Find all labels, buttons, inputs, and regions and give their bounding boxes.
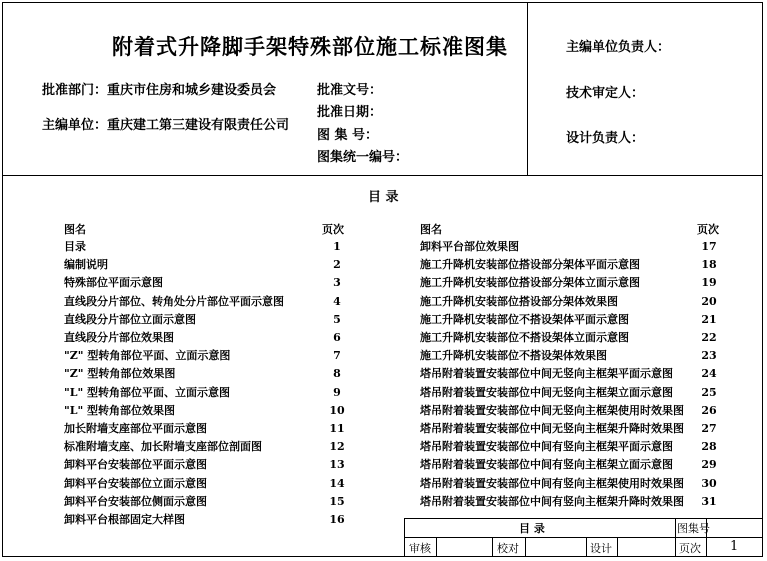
toc-entry-name: 标准附墙支座、加长附墙支座部位剖面图 <box>64 440 262 454</box>
toc-entry-page: 24 <box>701 367 717 381</box>
titleblock-left-line <box>404 518 405 557</box>
left-col-name-header: 图名 <box>64 223 86 236</box>
titleblock-sheet-title: 目 录 <box>519 522 545 535</box>
toc-entry-name: 加长附墙支座部位平面示意图 <box>64 422 207 435</box>
titleblock-review-label: 审核 <box>409 542 431 555</box>
toc-entry-page: 21 <box>701 312 717 326</box>
toc-entry-name: 直线段分片部位立面示意图 <box>64 312 196 326</box>
toc-entry-page: 27 <box>701 422 717 435</box>
toc-entry-name: 直线段分片部位效果图 <box>64 331 174 344</box>
toc-entry-name: 卸料平台根部固定大样图 <box>64 513 185 526</box>
toc-entry-page: 20 <box>701 294 717 308</box>
toc-entry-name: 卸料平台安装部位侧面示意图 <box>64 494 207 508</box>
toc-entry-name: 施工升降机安装部位不搭设架体效果图 <box>420 349 607 363</box>
titleblock-mid-line <box>404 537 763 538</box>
toc-entry-name: 塔吊附着装置安装部位中间有竖向主框架立面示意图 <box>420 458 673 472</box>
approval-doc-no-label: 批准文号： <box>317 83 383 98</box>
right-col-page-header: 页次 <box>697 223 719 236</box>
toc-entry-page: 3 <box>333 276 341 290</box>
left-col-page-header: 页次 <box>322 223 344 236</box>
toc-entry-name: 施工升降机安装部位不搭设架体立面示意图 <box>420 331 629 344</box>
toc-entry-page: 25 <box>701 385 717 399</box>
titleblock-v1 <box>436 537 437 557</box>
titleblock-top-line <box>404 518 763 519</box>
toc-entry-page: 10 <box>329 403 345 417</box>
toc-entry-name: 施工升降机安装部位搭设部分架体立面示意图 <box>420 276 640 290</box>
editor-unit-lead-label: 主编单位负责人： <box>566 40 671 55</box>
right-col-name-header: 图名 <box>420 223 442 236</box>
approval-department: 批准部门：重庆市住房和城乡建设委员会 <box>42 83 277 98</box>
toc-entry-name: 塔吊附着装置安装部位中间有竖向主框架升降时效果图 <box>420 494 684 508</box>
toc-entry-page: 26 <box>701 403 717 417</box>
titleblock-design-label: 设计 <box>590 542 612 555</box>
toc-entry-page: 7 <box>333 349 341 363</box>
titleblock-v6 <box>675 518 676 557</box>
toc-entry-page: 28 <box>701 440 717 454</box>
titleblock-v2 <box>492 537 493 557</box>
toc-entry-page: 11 <box>329 422 345 435</box>
toc-entry-page: 31 <box>701 494 717 508</box>
toc-entry-name: 直线段分片部位、转角处分片部位平面示意图 <box>64 294 284 308</box>
toc-entry-page: 5 <box>333 312 341 326</box>
tech-reviewer-label: 技术审定人： <box>566 86 645 101</box>
toc-entry-name: 塔吊附着装置安装部位中间无竖向主框架升降时效果图 <box>420 422 684 435</box>
header-bottom-line <box>2 175 763 176</box>
toc-entry-page: 13 <box>329 458 345 472</box>
header-divider <box>527 2 528 175</box>
titleblock-page-label: 页次 <box>679 542 701 555</box>
toc-entry-page: 19 <box>701 276 717 290</box>
toc-entry-page: 4 <box>333 294 341 308</box>
toc-entry-page: 12 <box>329 440 345 454</box>
toc-entry-page: 18 <box>701 258 717 272</box>
toc-entry-name: 塔吊附着装置安装部位中间有竖向主框架使用时效果图 <box>420 476 684 490</box>
toc-entry-page: 9 <box>333 385 341 399</box>
titleblock-page-value: 1 <box>730 539 739 554</box>
toc-title: 目 录 <box>368 190 399 205</box>
toc-entry-name: 施工升降机安装部位不搭设架体平面示意图 <box>420 312 629 326</box>
toc-entry-page: 1 <box>333 240 341 253</box>
toc-entry-name: "Z" 型转角部位平面、立面示意图 <box>64 349 231 363</box>
approval-date-label: 批准日期： <box>317 105 383 120</box>
toc-entry-page: 23 <box>701 349 717 363</box>
toc-entry-page: 17 <box>701 240 717 253</box>
toc-entry-name: 卸料平台部位效果图 <box>420 240 519 253</box>
toc-entry-name: "L" 型转角部位平面、立面示意图 <box>64 385 231 399</box>
toc-entry-page: 15 <box>329 494 345 508</box>
atlas-title: 附着式升降脚手架特殊部位施工标准图集 <box>112 34 508 59</box>
titleblock-atlas-no-label: 图集号 <box>677 522 710 535</box>
toc-entry-name: 卸料平台安装部位平面示意图 <box>64 458 207 472</box>
toc-entry-name: 目录 <box>64 240 86 253</box>
titleblock-check-label: 校对 <box>497 542 519 555</box>
toc-entry-name: "L" 型转角部位效果图 <box>64 403 176 417</box>
toc-entry-name: "Z" 型转角部位效果图 <box>64 367 176 381</box>
toc-entry-page: 14 <box>329 476 345 490</box>
toc-entry-name: 施工升降机安装部位搭设部分架体平面示意图 <box>420 258 640 272</box>
titleblock-v4 <box>586 537 587 557</box>
toc-entry-name: 施工升降机安装部位搭设部分架体效果图 <box>420 294 618 308</box>
toc-entry-page: 2 <box>333 258 341 272</box>
toc-entry-name: 编制说明 <box>64 258 108 272</box>
atlas-unified-no-label: 图集统一编号： <box>317 150 409 165</box>
atlas-no-label: 图 集 号： <box>317 128 379 143</box>
titleblock-v3 <box>525 537 526 557</box>
toc-entry-page: 22 <box>701 331 717 344</box>
toc-entry-name: 塔吊附着装置安装部位中间无竖向主框架使用时效果图 <box>420 403 684 417</box>
toc-entry-page: 16 <box>329 513 345 526</box>
toc-entry-name: 卸料平台安装部位立面示意图 <box>64 476 207 490</box>
toc-entry-page: 30 <box>701 476 717 490</box>
toc-entry-page: 29 <box>701 458 717 472</box>
toc-entry-name: 塔吊附着装置安装部位中间无竖向主框架平面示意图 <box>420 367 673 381</box>
titleblock-v5 <box>617 537 618 557</box>
toc-entry-name: 塔吊附着装置安装部位中间无竖向主框架立面示意图 <box>420 385 673 399</box>
design-lead-label: 设计负责人： <box>566 131 645 146</box>
toc-entry-name: 特殊部位平面示意图 <box>64 276 163 290</box>
toc-entry-page: 6 <box>333 331 341 344</box>
toc-entry-page: 8 <box>333 367 341 381</box>
toc-entry-name: 塔吊附着装置安装部位中间有竖向主框架平面示意图 <box>420 440 673 454</box>
editor-unit: 主编单位：重庆建工第三建设有限责任公司 <box>42 118 290 133</box>
